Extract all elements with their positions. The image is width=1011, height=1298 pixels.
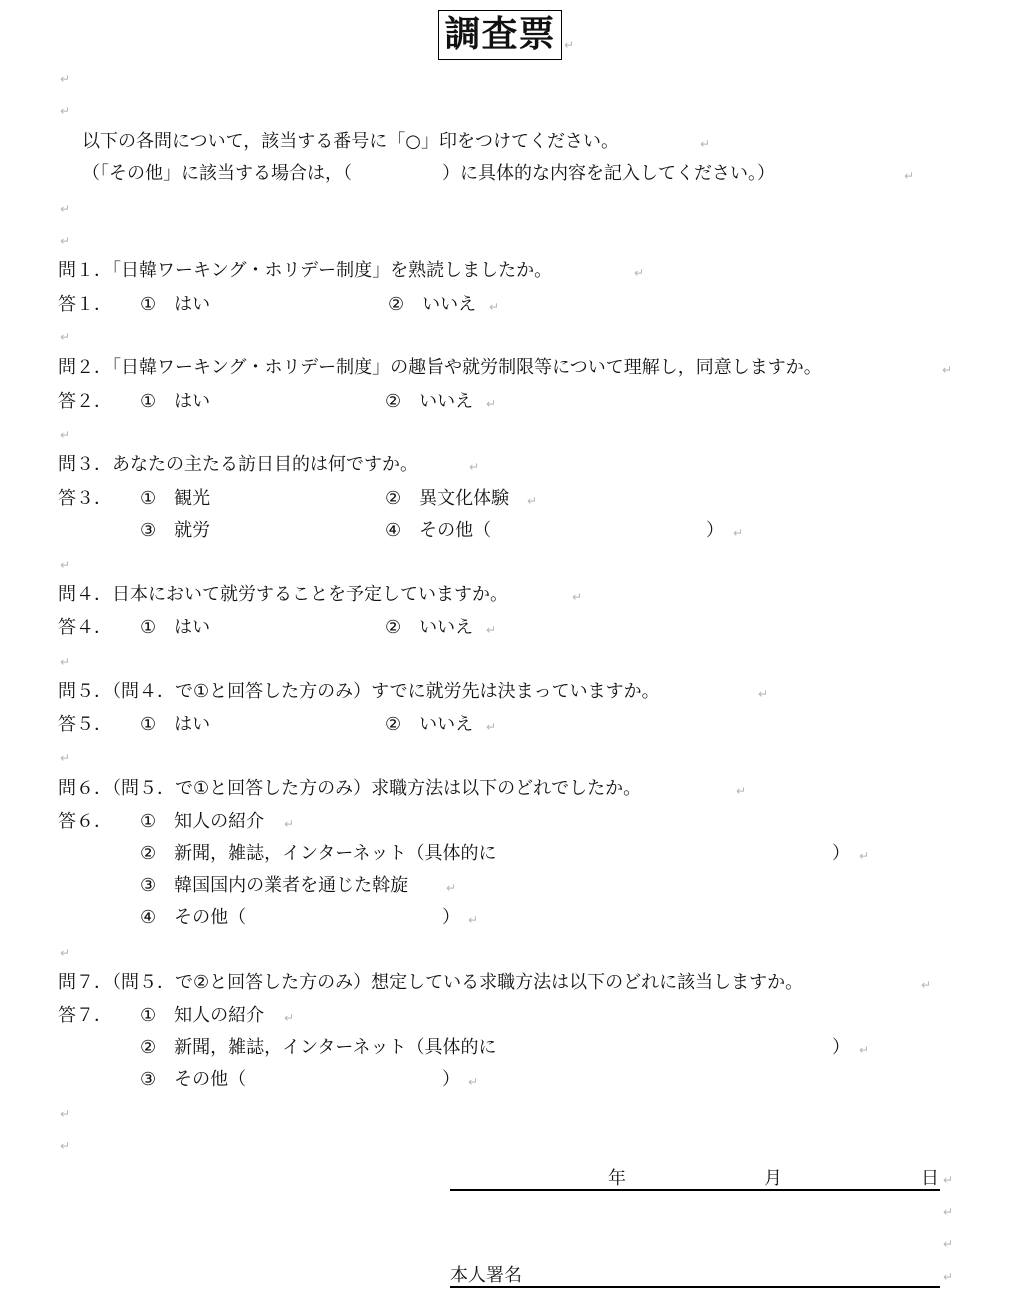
paragraph-mark: ↵ bbox=[60, 104, 71, 118]
paragraph-mark: ↵ bbox=[943, 1173, 954, 1187]
question-3: 問３．あなたの主たる訪日目的は何ですか。 bbox=[58, 454, 418, 475]
paragraph-mark: ↵ bbox=[634, 266, 645, 280]
paragraph-mark: ↵ bbox=[284, 817, 295, 831]
paragraph-mark: ↵ bbox=[60, 202, 71, 216]
paragraph-mark: ↵ bbox=[943, 1237, 954, 1251]
paragraph-mark: ↵ bbox=[486, 397, 497, 411]
answer-7-label: 答７． bbox=[58, 1005, 112, 1026]
paragraph-mark: ↵ bbox=[921, 978, 932, 992]
answer-7-option-3-close: ） bbox=[442, 1069, 460, 1090]
answer-7-option-2[interactable]: ② 新聞，雑誌，インターネット（具体的に bbox=[140, 1037, 497, 1058]
paragraph-mark: ↵ bbox=[60, 428, 71, 442]
paragraph-mark: ↵ bbox=[60, 558, 71, 572]
answer-6-option-2-close: ） bbox=[832, 843, 850, 864]
paragraph-mark: ↵ bbox=[859, 849, 870, 863]
question-2: 問２．「日韓ワーキング・ホリデー制度」の趣旨や就労制限等について理解し，同意しますか。 bbox=[58, 357, 822, 378]
answer-3-option-4[interactable]: ④ その他（ bbox=[385, 520, 492, 541]
answer-5-option-2[interactable]: ② いいえ bbox=[385, 714, 474, 735]
answer-6-option-1[interactable]: ① 知人の紹介 bbox=[140, 811, 265, 832]
question-4: 問４．日本において就労することを予定していますか。 bbox=[58, 584, 508, 605]
date-day-label: 日 bbox=[921, 1168, 939, 1189]
paragraph-mark: ↵ bbox=[468, 1075, 479, 1089]
answer-2-option-2[interactable]: ② いいえ bbox=[385, 391, 474, 412]
answer-6-option-3[interactable]: ③ 韓国国内の業者を通じた斡旋 bbox=[140, 875, 409, 896]
paragraph-mark: ↵ bbox=[486, 623, 497, 637]
paragraph-mark: ↵ bbox=[733, 526, 744, 540]
question-5: 問５．（問４．で①と回答した方のみ）すでに就労先は決まっていますか。 bbox=[58, 681, 660, 702]
paragraph-mark: ↵ bbox=[60, 946, 71, 960]
document-title: 調査票 bbox=[438, 10, 562, 60]
date-underline[interactable] bbox=[450, 1189, 940, 1191]
answer-4-label: 答４． bbox=[58, 617, 112, 638]
answer-5-label: 答５． bbox=[58, 714, 112, 735]
answer-3-option-1[interactable]: ① 観光 bbox=[140, 488, 211, 509]
paragraph-mark: ↵ bbox=[904, 169, 915, 183]
paragraph-mark: ↵ bbox=[489, 300, 500, 314]
question-6: 問６．（問５．で①と回答した方のみ）求職方法は以下のどれでしたか。 bbox=[58, 778, 642, 799]
instruction-line-2: （「その他」に該当する場合は，（ ）に具体的な内容を記入してください。） bbox=[82, 163, 775, 184]
paragraph-mark: ↵ bbox=[527, 494, 538, 508]
paragraph-mark: ↵ bbox=[486, 720, 497, 734]
paragraph-mark: ↵ bbox=[468, 913, 479, 927]
paragraph-mark: ↵ bbox=[469, 460, 480, 474]
paragraph-mark: ↵ bbox=[700, 137, 711, 151]
answer-6-option-2[interactable]: ② 新聞，雑誌，インターネット（具体的に bbox=[140, 843, 497, 864]
answer-6-option-4-close: ） bbox=[442, 907, 460, 928]
answer-2-label: 答２． bbox=[58, 391, 112, 412]
paragraph-mark: ↵ bbox=[60, 330, 71, 344]
paragraph-mark: ↵ bbox=[736, 784, 747, 798]
answer-6-label: 答６． bbox=[58, 811, 112, 832]
answer-3-label: 答３． bbox=[58, 488, 112, 509]
date-year-label: 年 bbox=[608, 1168, 626, 1189]
paragraph-mark: ↵ bbox=[60, 1107, 71, 1121]
paragraph-mark: ↵ bbox=[60, 72, 71, 86]
answer-4-option-2[interactable]: ② いいえ bbox=[385, 617, 474, 638]
paragraph-mark: ↵ bbox=[60, 1139, 71, 1153]
answer-1-option-1[interactable]: ① はい bbox=[140, 294, 211, 315]
date-month-label: 月 bbox=[764, 1168, 782, 1189]
question-1: 問１．「日韓ワーキング・ホリデー制度」を熟読しましたか。 bbox=[58, 260, 553, 281]
answer-1-option-2[interactable]: ② いいえ bbox=[388, 294, 477, 315]
answer-4-option-1[interactable]: ① はい bbox=[140, 617, 211, 638]
paragraph-mark: ↵ bbox=[758, 687, 769, 701]
paragraph-mark: ↵ bbox=[572, 590, 583, 604]
answer-5-option-1[interactable]: ① はい bbox=[140, 714, 211, 735]
answer-7-option-2-close: ） bbox=[832, 1037, 850, 1058]
paragraph-mark: ↵ bbox=[284, 1011, 295, 1025]
answer-3-option-3[interactable]: ③ 就労 bbox=[140, 520, 211, 541]
paragraph-mark: ↵ bbox=[942, 363, 953, 377]
answer-1-label: 答１． bbox=[58, 294, 112, 315]
paragraph-mark: ↵ bbox=[943, 1270, 954, 1284]
answer-3-option-4-close: ） bbox=[706, 520, 724, 541]
signature-label: 本人署名 bbox=[450, 1265, 522, 1286]
answer-7-option-1[interactable]: ① 知人の紹介 bbox=[140, 1005, 265, 1026]
answer-2-option-1[interactable]: ① はい bbox=[140, 391, 211, 412]
paragraph-mark: ↵ bbox=[446, 881, 457, 895]
paragraph-mark: ↵ bbox=[60, 655, 71, 669]
question-7: 問７．（問５．で②と回答した方のみ）想定している求職方法は以下のどれに該当しますか。 bbox=[58, 972, 804, 993]
paragraph-mark: ↵ bbox=[60, 751, 71, 765]
paragraph-mark: ↵ bbox=[943, 1205, 954, 1219]
paragraph-mark: ↵ bbox=[564, 38, 575, 52]
paragraph-mark: ↵ bbox=[859, 1043, 870, 1057]
answer-7-option-3[interactable]: ③ その他（ bbox=[140, 1069, 247, 1090]
paragraph-mark: ↵ bbox=[60, 234, 71, 248]
instruction-line-1: 以下の各問について，該当する番号に「○」印をつけてください。 bbox=[82, 131, 619, 152]
answer-6-option-4[interactable]: ④ その他（ bbox=[140, 907, 247, 928]
answer-3-option-2[interactable]: ② 異文化体験 bbox=[385, 488, 510, 509]
signature-underline[interactable] bbox=[450, 1286, 940, 1288]
